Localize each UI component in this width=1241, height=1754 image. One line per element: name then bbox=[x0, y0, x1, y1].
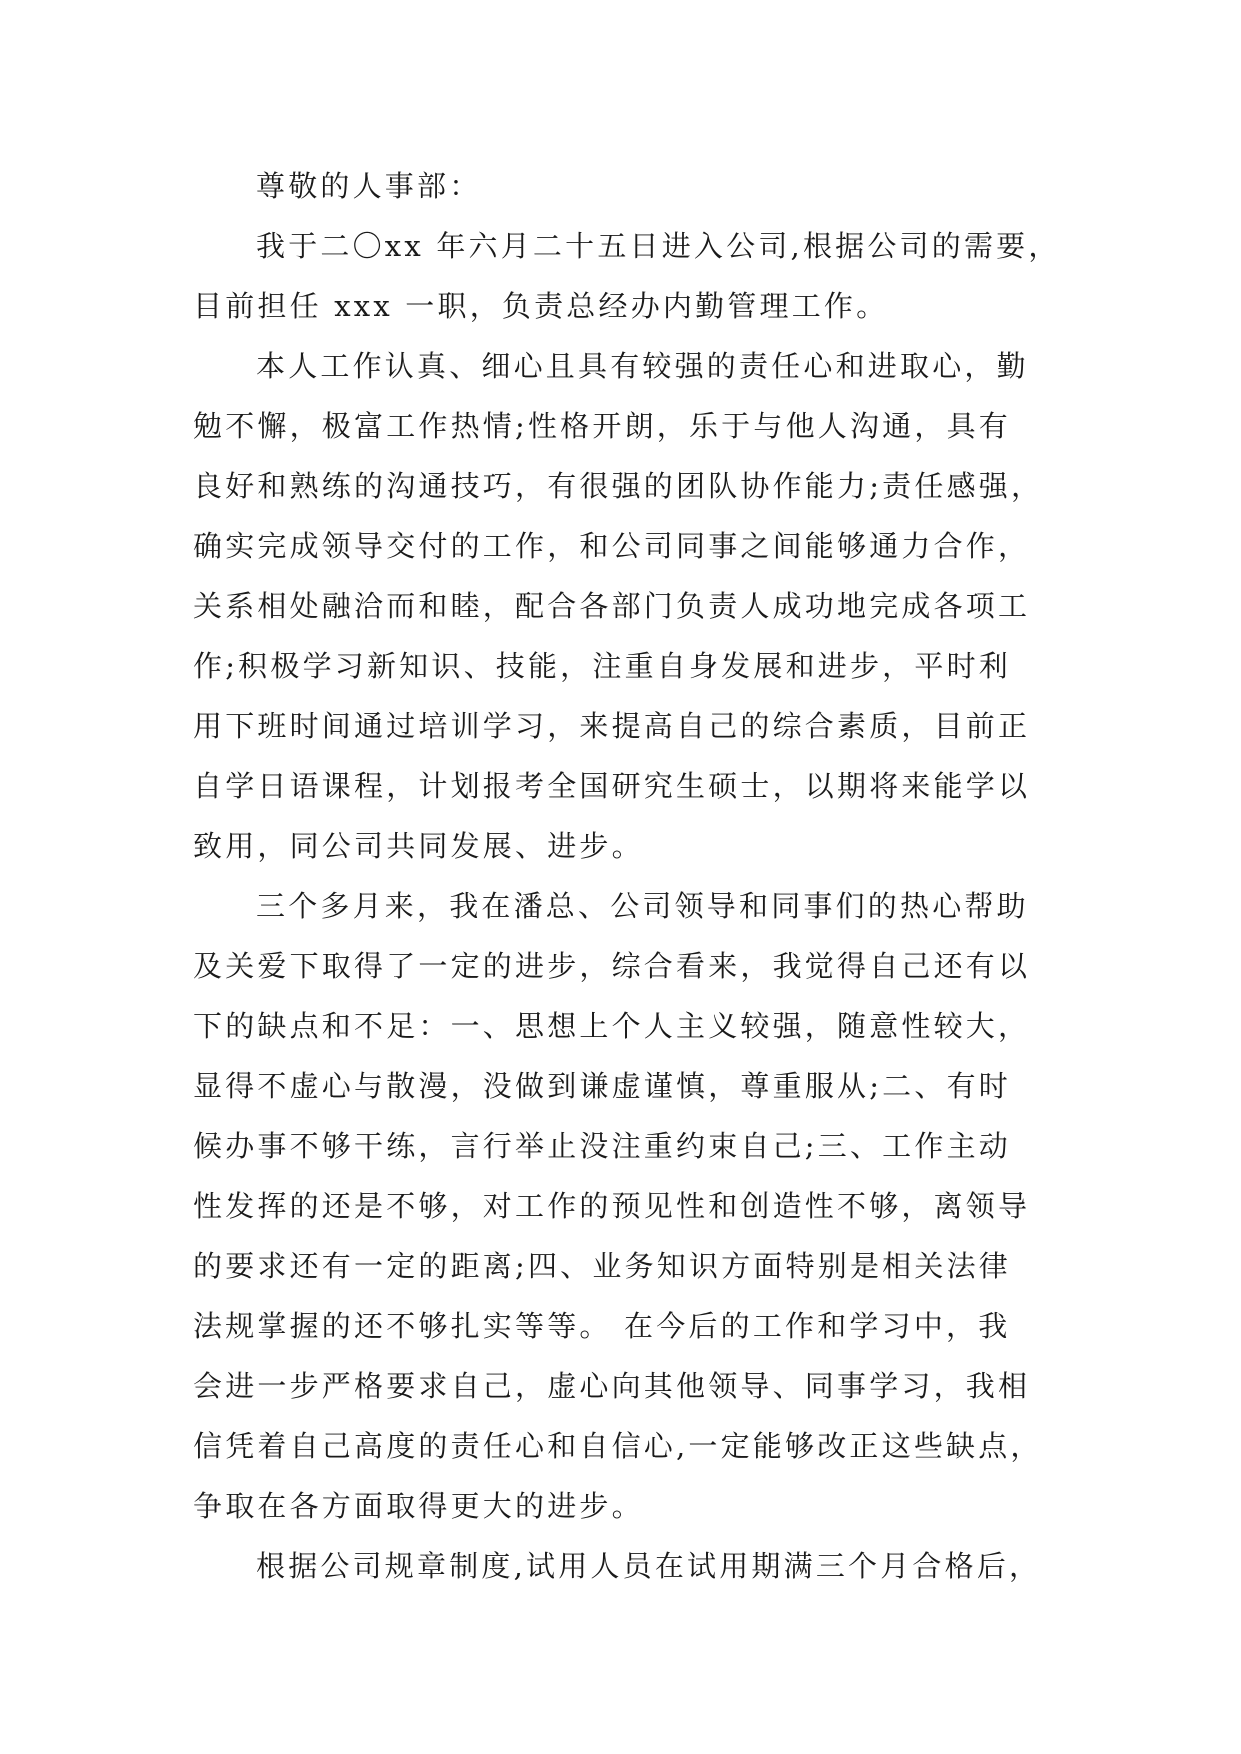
paragraph-3-line-4: 显得不虚心与散漫，没做到谦虚谨慎，尊重服从;二、有时 bbox=[193, 1069, 1011, 1103]
paragraph-2-line-3: 良好和熟练的沟通技巧，有很强的团队协作能力;责任感强， bbox=[193, 469, 1044, 503]
paragraph-2-line-1: 本人工作认真、细心且具有较强的责任心和进取心，勤 bbox=[256, 349, 1029, 383]
paragraph-2-line-8: 自学日语课程，计划报考全国研究生硕士，以期将来能学以 bbox=[193, 769, 1031, 803]
paragraph-3-line-3: 下的缺点和不足：一、思想上个人主义较强，随意性较大， bbox=[193, 1009, 1031, 1043]
paragraph-3-line-11: 争取在各方面取得更大的进步。 bbox=[193, 1489, 644, 1523]
paragraph-3-line-9: 会进一步严格要求自己，虚心向其他领导、同事学习，我相 bbox=[193, 1369, 1031, 1403]
paragraph-1-line-2: 目前担任 xxx 一职，负责总经办内勤管理工作。 bbox=[193, 289, 889, 323]
paragraph-2-line-9: 致用，同公司共同发展、进步。 bbox=[193, 829, 644, 863]
paragraph-2-line-5: 关系相处融洽而和睦，配合各部门负责人成功地完成各项工 bbox=[193, 589, 1031, 623]
paragraph-3-line-7: 的要求还有一定的距离;四、业务知识方面特别是相关法律 bbox=[193, 1249, 1011, 1283]
paragraph-2-line-7: 用下班时间通过培训学习，来提高自己的综合素质，目前正 bbox=[193, 709, 1031, 743]
paragraph-2-line-6: 作;积极学习新知识、技能，注重自身发展和进步，平时利 bbox=[193, 649, 1011, 683]
paragraph-2-line-4: 确实完成领导交付的工作，和公司同事之间能够通力合作， bbox=[193, 529, 1031, 563]
paragraph-1-line-1: 我于二〇xx 年六月二十五日进入公司,根据公司的需要， bbox=[256, 229, 1061, 263]
paragraph-3-line-10: 信凭着自己高度的责任心和自信心,一定能够改正这些缺点， bbox=[193, 1429, 1043, 1463]
paragraph-4-line-1: 根据公司规章制度,试用人员在试用期满三个月合格后， bbox=[256, 1549, 1042, 1583]
letter-body bbox=[193, 156, 1073, 1596]
paragraph-3-line-1: 三个多月来，我在潘总、公司领导和同事们的热心帮助 bbox=[256, 889, 1029, 923]
paragraph-3-line-8: 法规掌握的还不够扎实等等。 在今后的工作和学习中，我 bbox=[193, 1309, 1011, 1343]
salutation: 尊敬的人事部： bbox=[256, 169, 482, 203]
paragraph-2-line-2: 勉不懈，极富工作热情;性格开朗，乐于与他人沟通，具有 bbox=[193, 409, 1011, 443]
paragraph-3-line-2: 及关爱下取得了一定的进步，综合看来，我觉得自己还有以 bbox=[193, 949, 1031, 983]
paragraph-3-line-5: 候办事不够干练，言行举止没注重约束自己;三、工作主动 bbox=[193, 1129, 1011, 1163]
paragraph-3-line-6: 性发挥的还是不够，对工作的预见性和创造性不够，离领导 bbox=[193, 1189, 1031, 1223]
